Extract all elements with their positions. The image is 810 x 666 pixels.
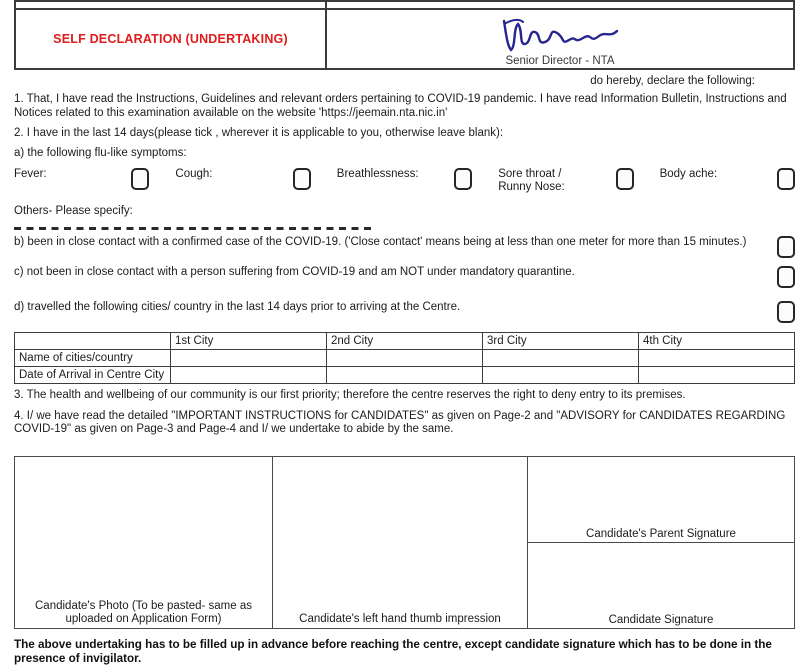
declaration-item-2: 2. I have in the last 14 days(please tick , wherever it is applicable to you, otherwise leave blank):	[14, 127, 504, 139]
declare-intro: do hereby, declare the following:	[590, 75, 755, 87]
city-name-input-2[interactable]	[327, 350, 483, 367]
candidate-signature-label: Candidate Signature	[608, 613, 714, 626]
item-b-text: b) been in close contact with a confirmed case of the COVID-19. ('Close contact' means being at less than one meter for more than 15 minutes.)	[14, 236, 747, 248]
symptom-sore-throat	[498, 168, 633, 194]
breathlessness-label: Breathlessness:	[336, 168, 419, 180]
sore-throat-checkbox[interactable]	[616, 168, 634, 190]
row-label-cities: Name of cities/country	[15, 350, 171, 367]
symptom-breathlessness	[337, 168, 472, 194]
header-stub-right-cell	[327, 2, 793, 8]
header-4th-city: 4th City	[639, 333, 795, 350]
candidate-signature-field	[528, 543, 794, 628]
cough-label: Cough:	[175, 168, 213, 180]
breathlessness-checkbox[interactable]	[454, 168, 472, 190]
parent-signature-label: Candidate's Parent Signature	[586, 527, 736, 540]
header-1st-city: 1st City	[171, 333, 327, 350]
director-signature-image	[496, 15, 624, 57]
declaration-item-1: 1. That, I have read the Instructions, Guidelines and relevant orders pertaining to COVID-19 pandemic. I have read Information Bulletin, Instructions and Notices related to this examination available on the website 'https://jeemain.nta.nic.in'	[14, 93, 787, 119]
authority-signature-cell	[327, 10, 793, 68]
header-stub-left-cell	[16, 2, 327, 8]
table-header-row	[15, 333, 795, 350]
signatory-role: Senior Director - NTA	[505, 55, 615, 67]
signatures-column	[528, 457, 794, 628]
others-specify-blank-line[interactable]	[14, 227, 372, 230]
arrival-date-input-1[interactable]	[171, 367, 327, 384]
candidate-photo-label: Candidate's Photo (To be pasted- same as uploaded on Application Form)	[35, 599, 252, 625]
arrival-date-input-3[interactable]	[483, 367, 639, 384]
candidate-signature-box	[14, 456, 795, 629]
arrival-date-input-2[interactable]	[327, 367, 483, 384]
header-2nd-city: 2nd City	[327, 333, 483, 350]
form-header	[14, 8, 795, 70]
cough-checkbox[interactable]	[293, 168, 311, 190]
fever-checkbox[interactable]	[131, 168, 149, 190]
city-name-input-1[interactable]	[171, 350, 327, 367]
thumb-impression-label: Candidate's left hand thumb impression	[299, 612, 501, 625]
travelled-checkbox[interactable]	[777, 301, 795, 323]
table-row	[15, 350, 795, 367]
declaration-item-4: 4. I/ we have read the detailed "IMPORTANT INSTRUCTIONS for CANDIDATES" as given on Page-2 and "ADVISORY for CANDIDATES REGARDING COVID-19" as given on Page-3 and Page-4 and I/ we undertake to abide by the same.	[14, 409, 786, 435]
parent-signature-box	[528, 457, 794, 543]
header-3rd-city: 3rd City	[483, 333, 639, 350]
close-contact-row	[14, 236, 795, 258]
row-label-arrival-date: Date of Arrival in Centre City	[15, 367, 171, 384]
thumb-impression-box	[273, 457, 528, 628]
symptom-cough	[175, 168, 310, 194]
fever-label: Fever:	[14, 168, 47, 180]
sore-throat-label: Sore throat / Runny Nose:	[498, 168, 565, 193]
item-d-text: d) travelled the following cities/ country in the last 14 days prior to arriving at the Centre.	[14, 301, 461, 313]
city-name-input-4[interactable]	[639, 350, 795, 367]
travel-history-table	[14, 332, 795, 384]
header-top-stub-row	[14, 0, 795, 8]
footer-instruction-note: The above undertaking has to be filled up in advance before reaching the centre, except candidate signature which has to be done in the presence of invigilator.	[14, 637, 772, 665]
close-contact-checkbox[interactable]	[777, 236, 795, 258]
arrival-date-input-4[interactable]	[639, 367, 795, 384]
candidate-photo-box	[15, 457, 273, 628]
header-empty-cell	[15, 333, 171, 350]
not-close-contact-row	[14, 266, 795, 288]
body-ache-label: Body ache:	[659, 168, 718, 180]
item-c-text: c) not been in close contact with a person suffering from COVID-19 and am NOT under mandatory quarantine.	[14, 266, 575, 278]
symptoms-row	[14, 168, 795, 194]
body-ache-checkbox[interactable]	[777, 168, 795, 190]
form-title: SELF DECLARATION (UNDERTAKING)	[53, 32, 288, 46]
city-name-input-3[interactable]	[483, 350, 639, 367]
declaration-item-3: 3. The health and wellbeing of our community is our first priority; therefore the centre reserves the right to deny entry to its premises.	[14, 389, 686, 401]
others-specify-label: Others- Please specify:	[14, 205, 133, 217]
symptom-body-ache	[660, 168, 795, 194]
declaration-item-2a: a) the following flu-like symptoms:	[14, 146, 187, 159]
not-close-contact-checkbox[interactable]	[777, 266, 795, 288]
table-row	[15, 367, 795, 384]
travelled-cities-row	[14, 301, 795, 323]
form-title-cell	[16, 10, 327, 68]
symptom-fever	[14, 168, 149, 194]
